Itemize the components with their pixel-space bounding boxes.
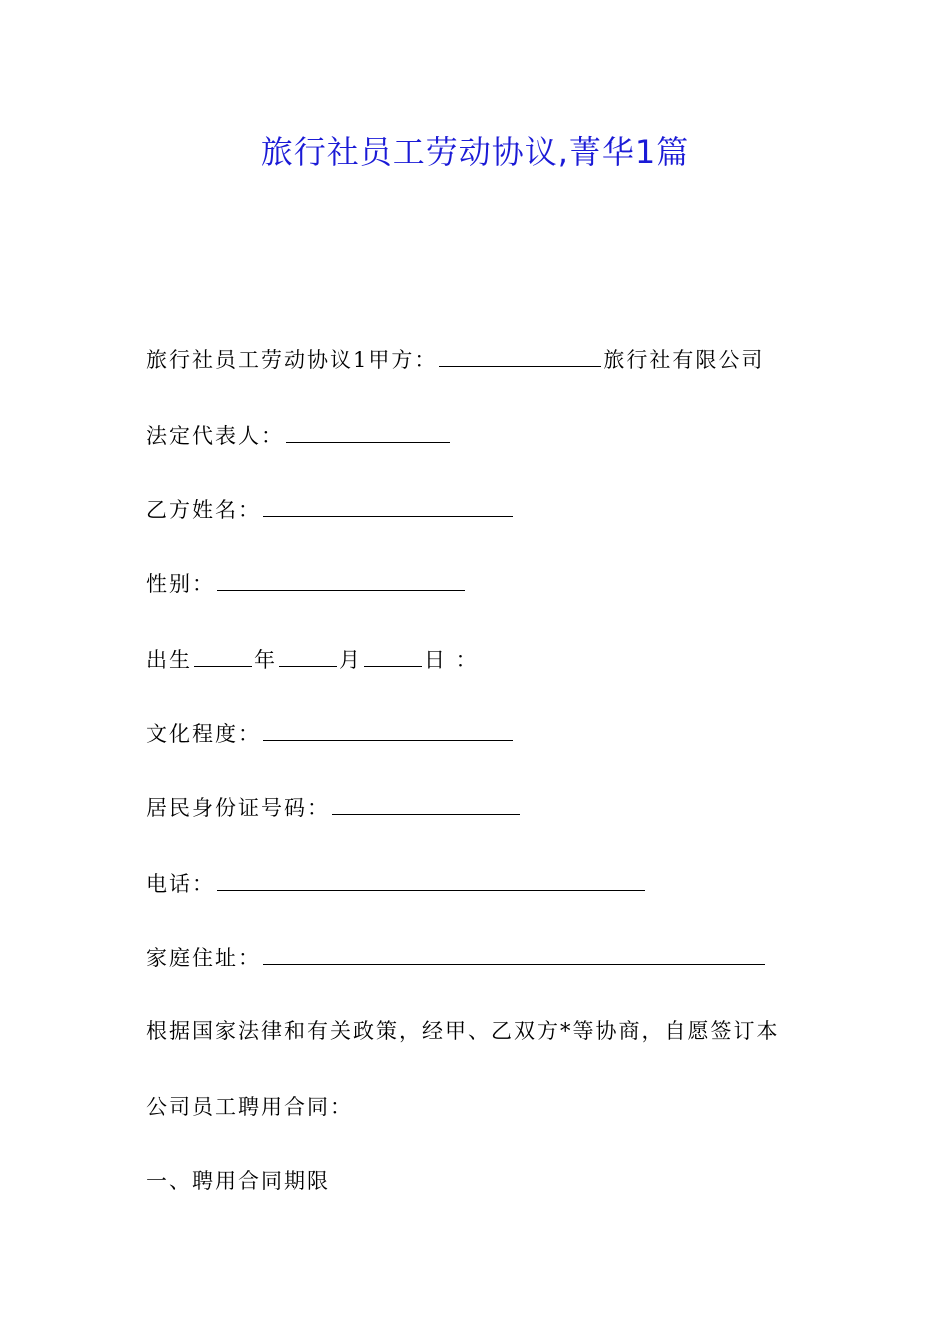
birth-month-blank	[279, 644, 337, 667]
birth-month-label: 月	[339, 648, 362, 672]
party-b-name-line	[146, 494, 515, 525]
address-blank	[263, 942, 765, 965]
intro-paragraph-line-1: 根据国家法律和有关政策，经甲、乙双方*等协商，自愿签订本	[146, 1019, 780, 1043]
education-line	[146, 718, 515, 749]
phone-blank	[217, 868, 645, 891]
address-line	[146, 942, 767, 973]
birth-day-blank	[364, 644, 422, 667]
legal-rep-line	[146, 420, 452, 451]
education-label: 文化程度：	[146, 722, 261, 746]
address-label: 家庭住址：	[146, 946, 261, 970]
birth-year-blank	[194, 644, 252, 667]
id-number-line	[146, 792, 522, 823]
legal-rep-blank	[286, 420, 450, 443]
party-a-line	[146, 344, 764, 375]
gender-blank	[217, 568, 465, 591]
birth-year-label: 年	[254, 648, 277, 672]
section-heading-contract-term: 一、聘用合同期限	[146, 1169, 330, 1193]
phone-line	[146, 868, 647, 899]
document-title: 旅行社员工劳动协议,菁华1篇	[260, 133, 690, 171]
id-number-blank	[332, 792, 520, 815]
phone-label: 电话：	[146, 872, 215, 896]
party-b-name-label: 乙方姓名：	[146, 498, 261, 522]
legal-rep-label: 法定代表人：	[146, 424, 284, 448]
id-number-label: 居民身份证号码：	[146, 796, 330, 820]
birth-day-label: 日 ：	[424, 648, 479, 672]
gender-label: 性别：	[146, 572, 215, 596]
intro-paragraph-line-2: 公司员工聘用合同：	[146, 1095, 353, 1119]
party-b-name-blank	[263, 494, 513, 517]
party-a-blank	[439, 344, 601, 367]
party-a-suffix: 旅行社有限公司	[603, 348, 765, 372]
birth-label: 出生	[146, 648, 192, 672]
party-a-label: 旅行社员工劳动协议1甲方：	[146, 348, 438, 372]
education-blank	[263, 718, 513, 741]
gender-line	[146, 568, 467, 599]
birth-line	[146, 644, 479, 675]
